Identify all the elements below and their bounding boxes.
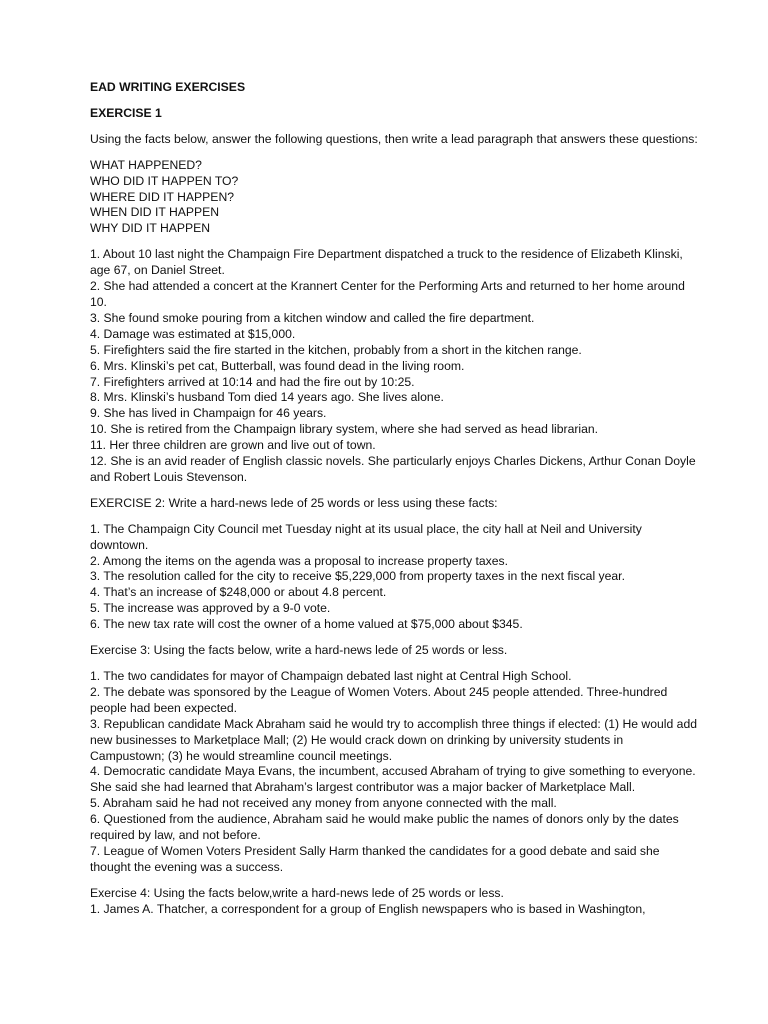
fact-item: 2. The debate was sponsored by the League of Women Voters. About 245 people attended. Three-hundred people had been expected. — [90, 684, 668, 715]
fact-item: 4. That’s an increase of $248,000 or about 4.8 percent. — [90, 585, 387, 600]
fact-item: 1. The Champaign City Council met Tuesday night at its usual place, the city hall at Neil and University downtown. — [90, 521, 642, 552]
question-line: WHERE DID IT HAPPEN? — [90, 189, 235, 204]
exercise-1-instruction: Using the facts below, answer the following questions, then write a lead paragraph that answers these questions: — [90, 131, 698, 146]
question-line: WHEN DID IT HAPPEN — [90, 205, 220, 220]
exercise-1-heading: EXERCISE 1 — [90, 105, 162, 120]
fact-item: 5. The increase was approved by a 9-0 vote. — [90, 601, 331, 616]
exercise-2-instruction: EXERCISE 2: Write a hard-news lede of 25 words or less using these facts: — [90, 495, 498, 510]
question-line: WHAT HAPPENED? — [90, 157, 202, 172]
document-title: EAD WRITING EXERCISES — [90, 80, 246, 94]
question-line: WHY DID IT HAPPEN — [90, 221, 211, 236]
fact-item: 7. Firefighters arrived at 10:14 and had the fire out by 10:25. — [90, 374, 415, 389]
fact-item: 5. Firefighters said the fire started in the kitchen, probably from a short in the kitchen range. — [90, 342, 582, 357]
fact-item: 4. Damage was estimated at $15,000. — [90, 326, 296, 341]
fact-item: 1. The two candidates for mayor of Champaign debated last night at Central High School. — [90, 669, 572, 683]
exercise-1-facts — [90, 247, 698, 486]
question-line: WHO DID IT HAPPEN TO? — [90, 173, 239, 188]
exercise-2-facts — [90, 522, 698, 633]
fact-item: 1. James A. Thatcher, a correspondent for a group of English newspapers who is based in Washington, — [90, 901, 646, 916]
fact-item: 3. Republican candidate Mack Abraham said he would try to accomplish three things if elected: (1) He would add new businesses to Marketplace Mall; (2) He would crack down on drinking by university students in Campustown; (3) he would streamline council meetings. — [90, 716, 697, 763]
fact-item: 1. About 10 last night the Champaign Fire Department dispatched a truck to the residence of Elizabeth Klinski, age 67, on Daniel Street. — [90, 247, 683, 278]
fact-item: 10. She is retired from the Champaign library system, where she had served as head librarian. — [90, 422, 599, 437]
fact-item: 8. Mrs. Klinski’s husband Tom died 14 years ago. She lives alone. — [90, 390, 444, 405]
fact-item: 7. League of Women Voters President Sally Harm thanked the candidates for a good debate and said she thought the evening was a success. — [90, 843, 660, 874]
fact-item: 3. She found smoke pouring from a kitchen window and called the fire department. — [90, 310, 535, 325]
fact-item: 2. Among the items on the agenda was a proposal to increase property taxes. — [90, 553, 509, 568]
fact-item: 6. Questioned from the audience, Abraham said he would make public the names of donors only by the dates required by law, and not before. — [90, 812, 679, 843]
exercise-1-questions — [90, 158, 698, 238]
fact-item: 5. Abraham said he had not received any money from anyone connected with the mall. — [90, 796, 557, 811]
fact-item: 6. The new tax rate will cost the owner of a home valued at $75,000 about $345. — [90, 617, 523, 632]
fact-item: 4. Democratic candidate Maya Evans, the incumbent, accused Abraham of trying to give something to everyone. She said she had learned that Abraham’s largest contributor was a major backer of Marketplace Mall. — [90, 764, 696, 795]
fact-item: 2. She had attended a concert at the Krannert Center for the Performing Arts and returned to her home around 10. — [90, 279, 685, 309]
fact-item: 11. Her three children are grown and live out of town. — [90, 438, 376, 453]
fact-item: 6. Mrs. Klinski’s pet cat, Butterball, was found dead in the living room. — [90, 358, 465, 373]
exercise-4-instruction: Exercise 4: Using the facts below,write a hard-news lede of 25 words or less. — [90, 885, 504, 900]
exercise-3-instruction: Exercise 3: Using the facts below, write a hard-news lede of 25 words or less. — [90, 643, 508, 658]
exercise-4-facts — [90, 902, 698, 918]
fact-item: 12. She is an avid reader of English classic novels. She particularly enjoys Charles Dickens, Arthur Conan Doyle and Robert Louis Stevenson. — [90, 454, 696, 484]
exercise-3-facts — [90, 669, 698, 876]
fact-item: 3. The resolution called for the city to receive $5,229,000 from property taxes in the next fiscal year. — [90, 569, 625, 584]
fact-item: 9. She has lived in Champaign for 46 years. — [90, 406, 327, 421]
